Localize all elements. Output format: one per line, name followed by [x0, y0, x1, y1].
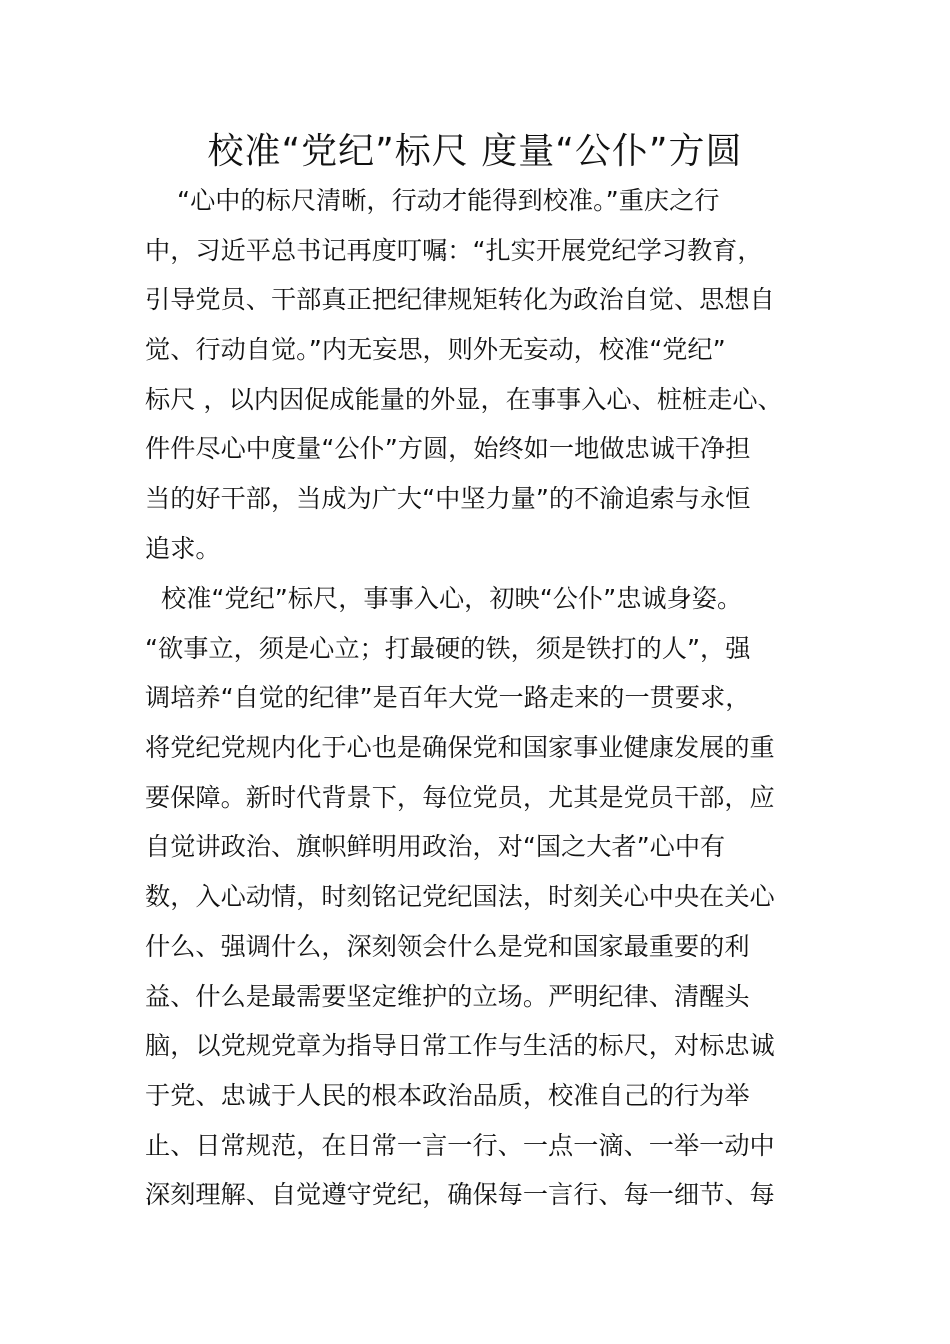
paragraph-line: 脑，以党规党章为指导日常工作与生活的标尺，对标忠诚 — [145, 1031, 775, 1061]
paragraph-line: 中，习近平总书记再度叮嘱：“扎实开展党纪学习教育， — [145, 235, 763, 265]
paragraph-line: 什么、强调什么，深刻领会什么是党和国家最重要的利 — [145, 931, 750, 961]
paragraph-line: 将党纪党规内化于心也是确保党和国家事业健康发展的重 — [145, 733, 775, 763]
paragraph-line: 校准“党纪”标尺，事事入心，初映“公仆”忠诚身姿。 — [145, 584, 743, 613]
paragraph-line: 觉、行动自觉。”内无妄思，则外无妄动，校准“党纪” — [145, 335, 726, 365]
paragraph-line: 益、什么是最需要坚定维护的立场。严明纪律、清醒头 — [145, 981, 750, 1011]
paragraph-2 — [145, 574, 815, 1220]
paragraph-line: 调培养“自觉的纪律”是百年大党一路走来的一贯要求， — [145, 683, 751, 713]
paragraph-line: 追求。 — [145, 533, 221, 563]
paragraph-line: 数，入心动情，时刻铭记党纪国法，时刻关心中央在关心 — [145, 882, 775, 912]
paragraph-line: 止、日常规范，在日常一言一行、一点一滴、一举一动中 — [145, 1130, 775, 1160]
paragraph-line: 要保障。新时代背景下，每位党员，尤其是党员干部，应 — [145, 782, 775, 812]
paragraph-line: 当的好干部，当成为广大“中坚力量”的不渝追索与永恒 — [145, 484, 751, 514]
paragraph-line: “欲事立，须是心立；打最硬的铁，须是铁打的人”，强 — [145, 633, 751, 663]
paragraph-1 — [145, 176, 815, 574]
paragraph-line: 件件尽心中度量“公仆”方圆，始终如一地做忠诚干净担 — [145, 434, 751, 464]
paragraph-line: 自觉讲政治、旗帜鲜明用政治，对“国之大者”心中有 — [145, 832, 726, 862]
paragraph-line: 引导党员、干部真正把纪律规矩转化为政治自觉、思想自 — [145, 285, 775, 315]
document-title: 校准“党纪”标尺 度量“公仆”方圆 — [207, 131, 743, 172]
paragraph-line: “心中的标尺清晰，行动才能得到校准。”重庆之行 — [145, 186, 720, 215]
paragraph-line: 标尺 ，以内因促成能量的外显，在事事入心、桩桩走心、 — [145, 384, 783, 414]
paragraph-line: 于党、忠诚于人民的根本政治品质，校准自己的行为举 — [145, 1080, 750, 1110]
paragraph-line: 深刻理解、自觉遵守党纪，确保每一言行、每一细节、每 — [145, 1180, 775, 1210]
